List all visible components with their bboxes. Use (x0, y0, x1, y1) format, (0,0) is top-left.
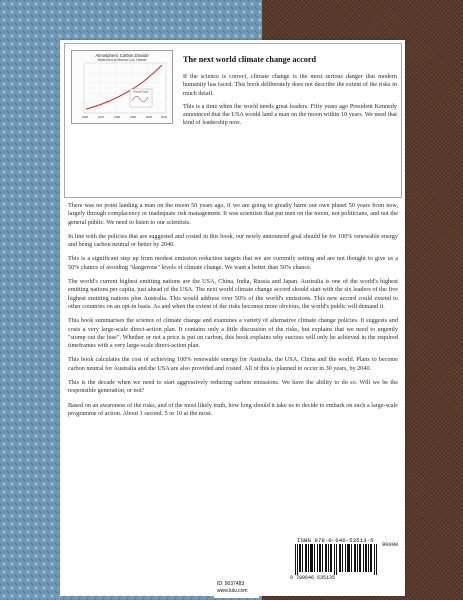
price-addon: 90000 (382, 542, 399, 548)
body-paragraph: There was no point landing a man on the moon 50 years ago, if we are going to greatly harm our own planet 50 years from now, largely through complacency or inadequate risk management. It was scientists that put men on the moon, not politicians, and not the general public. We need to listen to our scientists. (68, 202, 398, 226)
body-paragraph: The world's current highest emitting nations are the USA, China, India, Russia and Japan. Australia is one of the world's highest emitting nations per capita, just ahead of the USA. The next world climate change accord should start with the six leaders of the five highest emitting nations plus Australia. This would address over 50% of the world's emissions. This new accord could extend to other countries on an opt-in basis. As and when the extent of the risks becomes more obvious, the world's public will demand it. (68, 278, 398, 310)
publisher-label (214, 581, 259, 598)
publisher-id: ID: 9037483 (217, 581, 245, 587)
body-paragraph: This is the decade when we need to start aggressively reducing carbon emissions. We have the ability to do so. Will we be the responsible generation, or not? (68, 379, 398, 395)
intro-paragraph: This is a time when the world needs great leaders. Fifty years ago President Kennedy announced that the USA would land a man on the moon within 10 years. We need that kind of leadership now. (183, 102, 397, 127)
co2-chart-thumbnail (71, 50, 173, 124)
body-paragraph: In line with the policies that are suggested and costed in this book, our newly announced goal should be for 100% renewable energy and being carbon neutral or better by 2040. (68, 232, 398, 249)
isbn-number: ISBN 978-0-646-53513-5 (297, 537, 374, 544)
x-tick-1990: 1990 (129, 115, 137, 119)
chart-title: Atmospheric Carbon Dioxide (95, 53, 149, 58)
x-tick-labels (82, 115, 168, 119)
x-tick-1970: 1970 (97, 115, 105, 119)
body-paragraph: This book calculates the cost of achieving 100% renewable energy for Australia, the USA, China and the world. Plans to become carbon neutral for Australia and the USA are also provided and costed. All of this is planned to occur in 30 years, by 2040. (68, 356, 398, 372)
barcode-digits: 9 780646 535135 (290, 575, 336, 581)
blurb-body (68, 202, 398, 424)
x-tick-1980: 1980 (113, 115, 121, 119)
chart-subtitle: Measured at Mauna Loa, Hawaii (97, 58, 147, 62)
intro-text (183, 73, 397, 133)
body-paragraph: This is a significant step up from modest emission reduction targets that we are currently setting and are not thought to give us a 50% chance of avoiding "dangerous" levels of climate change. We want a better than 50% chance. (68, 255, 398, 271)
x-tick-2010: 2010 (160, 115, 168, 119)
body-paragraph: This book summarises the science of climate change and examines a variety of alternative climate change policies. It suggests and costs a very large-scale direct-action plan. It contains only a little discussion of the risks, but explains that we need to urgently "stomp out the fuse". Whether or not a price is put on carbon, this book explains why success will only be achieved in the required timeframes with a very large-scale direct-action plan. (68, 317, 398, 350)
body-paragraph: Based on an awareness of the risks, and of the most likely truth, how long should it take us to decide to embark on such a large-scale programme of action. About 1 second. 5 or 10 at the most. (68, 401, 398, 417)
back-cover-panel (60, 40, 405, 596)
publisher-url: www.lulu.com (217, 587, 248, 594)
header-box (64, 43, 402, 198)
isbn-barcode-box (285, 535, 405, 583)
x-tick-2000: 2000 (145, 115, 153, 119)
ean-barcode (295, 544, 379, 575)
intro-paragraph: If the science is correct, climate change is the most serious danger that modern humanity has faced. This book deliberately does not describe the extent of the risks in much detail. (183, 73, 397, 97)
x-tick-1960: 1960 (81, 115, 89, 119)
inset-label: Annual Cycle (133, 90, 149, 94)
book-heading: The next world climate change accord (183, 55, 317, 64)
